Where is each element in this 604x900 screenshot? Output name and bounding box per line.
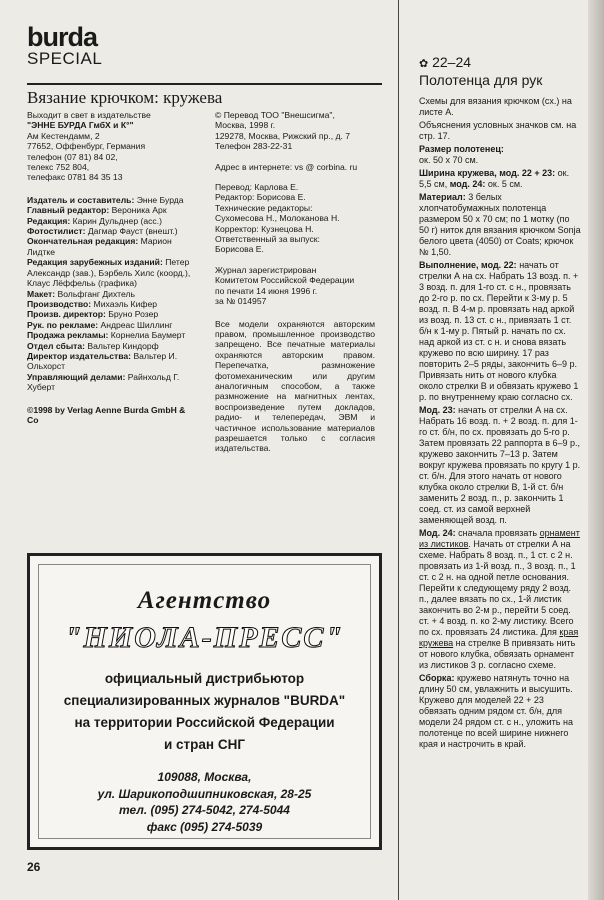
flower-icon: ✿ xyxy=(419,58,429,70)
staff-name: Вальтер Киндорф xyxy=(87,340,159,351)
ad-line: на территории Российской Федерации xyxy=(74,715,335,730)
logo-special: SPECIAL xyxy=(27,49,103,68)
page-edge xyxy=(588,0,604,900)
staff-name: Вероника Арк xyxy=(111,205,167,216)
staff-entry xyxy=(27,236,202,257)
staff-name: Дагмар Фауст (внешт.) xyxy=(87,226,178,237)
assembly-paragraph xyxy=(419,673,581,750)
masthead-rule xyxy=(27,83,382,85)
registration-line: по печати 14 июня 1996 г. xyxy=(215,285,318,296)
credit-line: Корректор: Кузнецова Н. xyxy=(215,223,314,234)
lace-edge-term: края кружева xyxy=(419,627,579,648)
credit-line: Редактор: Борисова Е. xyxy=(215,192,306,203)
publisher-line: "ЭННЕ БУРДА ГмбХ и К°" xyxy=(27,120,134,131)
staff-role: Производство: xyxy=(27,298,92,309)
ad-agency: Агентство xyxy=(137,587,272,614)
staff-entry xyxy=(27,330,202,340)
credit-line: Ответственный за выпуск: xyxy=(215,234,320,245)
imprint-block xyxy=(215,110,385,454)
size-paragraph xyxy=(419,144,581,166)
staff-role: Директор издательства: xyxy=(27,350,132,361)
staff-name: Вальтер И. Ольхорст xyxy=(27,350,178,372)
staff-role: Редакция зарубежных изданий: xyxy=(27,257,163,268)
registration-line: за № 014957 xyxy=(215,296,267,307)
staff-name: Марион Лидтке xyxy=(27,236,172,257)
assembly-text: кружево натянуть точно на длину 50 см, увлажнить и высушить. Кружево для моделей 22 + 23 обвязать одним рядом ст. б/н, для модели 24 рядом ст. с н., уложить на полотенце по всей ширине нижнего края и настрочить в край. xyxy=(419,673,573,749)
translation-line: Телефон 283-22-31 xyxy=(215,141,293,152)
ad-line: и стран СНГ xyxy=(164,737,245,752)
publisher-line: телефон (07 81) 84 02, xyxy=(27,151,118,162)
width-label: Ширина кружева, мод. 22 + 23: xyxy=(419,168,556,178)
material-text: 3 белых хлопчатобумажных полотенца размером 50 x 70 см; по 1 мотку (по 50 г) ниток для вязания крючком Sonja белого цвета (4050) от Coats; крючок № 1,50. xyxy=(419,192,581,257)
ad-frame xyxy=(38,564,371,839)
mod23-text: начать от стрелки А на сх. Набрать 16 возд. п. + 2 возд. п. для 1-го ст. б/н, по сх. провязать до 5-го р. Затем провязать 22 раппорта в 6–9 р., кружево закончить 7–13 р. Затем вокруг кружева провязать по кругу 1 р. ст. б/н. Для этого начать от нового клубка около стрелки В, 1-й ст. б/н заменить 2 возд. п., р. закончить 1 соед. ст. из самой верхней заменяющей возд. п. xyxy=(419,405,581,525)
staff-list xyxy=(27,195,202,393)
staff-name: Вольфганг Дихтель xyxy=(57,288,136,299)
translation-line: Москва, 1998 г. xyxy=(215,120,276,131)
credits-info xyxy=(215,182,385,255)
staff-entry xyxy=(27,299,202,309)
mod24-text: на стрелке В привязать нить от нового клубка, обвязать орнамент из листиков 3 р. согласно схеме. xyxy=(419,638,576,670)
staff-role: Продажа рекламы: xyxy=(27,330,109,341)
publisher-block xyxy=(27,110,202,425)
staff-name: Петер Александр (зав.), Бэрбель Хилс (коорд.), Клаус Лёффельь (графика) xyxy=(27,257,191,289)
execution-text: начать от стрелки А на сх. Набрать 13 возд. п. + 3 возд. п. для 1-го ст. с н., провязать до 2-го р. по сх. Перейти к 3-му р. 5 возд. п. В 4-м р. провязать над аркой из возд. п. 13 ст. с н., привязать 1 ст. б/н к 1-му р. Пятый р. начать по сх. над аркой из ст. с н. и снова вязать кружево по всю ширину. 17 раз повторить 2–5 ряды, закончить 6–9 р. Привязать нить от нового клубка около стрелки В и обвязать кружево 1 р. по внутреннему краю согласно сх. xyxy=(419,260,579,402)
staff-role: Макет: xyxy=(27,288,56,299)
staff-role: Фотостилист: xyxy=(27,226,86,237)
credit-line: Борисова Е. xyxy=(215,244,264,255)
publisher-line: 77652, Оффенбург, Германия xyxy=(27,141,146,152)
registration-line: Журнал зарегистрирован xyxy=(215,264,317,275)
registration-line: Комитетом Российской Федерации xyxy=(215,275,355,286)
staff-entry xyxy=(27,205,202,215)
mod23-paragraph xyxy=(419,405,581,526)
copyright: ©1998 by Verlag Aenne Burda GmbH & Co xyxy=(27,404,186,425)
pattern-header xyxy=(419,54,581,72)
staff-name: Андреас Шиллинг xyxy=(100,319,173,330)
execution-paragraph xyxy=(419,260,581,403)
width-label: мод. 24: xyxy=(449,179,486,189)
ad-address xyxy=(39,769,370,835)
ad-address-line: 109088, Москва, xyxy=(157,770,252,784)
size-label: Размер полотенец: xyxy=(419,144,504,154)
staff-name: Михаэль Кифер xyxy=(93,298,157,309)
ad-line: специализированных журналов "BURDA" xyxy=(63,693,346,708)
staff-entry xyxy=(27,341,202,351)
staff-name: Энне Бурда xyxy=(136,194,184,205)
staff-entry xyxy=(27,195,202,205)
credit-line: Технические редакторы: xyxy=(215,202,313,213)
publisher-line: телекс 752 804, xyxy=(27,162,90,173)
material-paragraph xyxy=(419,192,581,258)
staff-role: Издатель и составитель: xyxy=(27,194,135,205)
ad-line: официальный дистрибьютор xyxy=(104,671,305,686)
staff-entry xyxy=(27,226,202,236)
ad-company-name: "НИОЛА-ПРЕСС" xyxy=(64,621,345,654)
staff-name: Карин Дульднер (асс.) xyxy=(72,215,162,226)
page-number: 26 xyxy=(27,860,41,874)
size-text: ок. 50 x 70 см. xyxy=(419,155,479,165)
staff-entry xyxy=(27,257,202,288)
width-paragraph xyxy=(419,168,581,190)
advertisement xyxy=(27,553,382,850)
mod24-text: сначала провязать xyxy=(458,528,538,538)
staff-role: Редакция: xyxy=(27,215,71,226)
translation-line: © Перевод ТОО "Внешсигма", xyxy=(215,110,335,120)
material-label: Материал: xyxy=(419,192,466,202)
registration-info xyxy=(215,265,385,307)
staff-entry xyxy=(27,216,202,226)
staff-entry xyxy=(27,320,202,330)
width-text: ок. 5,5 см, xyxy=(419,168,570,189)
credit-line: Сухомесова Н., Молоканова Н. xyxy=(215,213,340,224)
staff-role: Управляющий делами: xyxy=(27,371,126,382)
staff-entry xyxy=(27,351,202,372)
publisher-line: Ам Кестендамм, 2 xyxy=(27,130,100,141)
pattern-article xyxy=(419,54,581,752)
mod24-label: Мод. 24: xyxy=(419,528,456,538)
burda-logo xyxy=(27,24,102,68)
translation-line: 129278, Москва, Рижский пр., д. 7 xyxy=(215,130,351,141)
logo-brand: burda xyxy=(27,22,98,52)
mod23-label: Мод. 23: xyxy=(419,405,456,415)
staff-role: Произв. директор: xyxy=(27,309,106,320)
ad-address-line: факс (095) 274-5039 xyxy=(146,819,263,834)
rights-notice: Все модели охраняются авторским правом, промышленное производство запрещено. Все печатные материалы охраняются авторским правом. Перепечатка, размножение фотомеханическим или другим аналогичным способом, а также размножение на магнитных лентах, воспроизведение путем докладов, радио- и телепередач, ЭВМ и частичное использование материалов разрешается только с согласия издательства. xyxy=(215,318,375,454)
staff-role: Окончательная редакция: xyxy=(27,236,139,247)
staff-name: Райнхольд Г. Хуберт xyxy=(27,371,180,393)
execution-label: Выполнение, мод. 22: xyxy=(419,260,517,270)
pattern-numbers: 22–24 xyxy=(432,54,472,70)
staff-role: Отдел сбыта: xyxy=(27,340,86,351)
leaf-ornament-term: орнамент из листиков xyxy=(419,528,580,549)
mod24-text: . Начать от стрелки А на схеме. Набрать 8 возд. п., 1 ст. с 2 н. провязать из 1-й возд. п., 3 возд. п., 1 ст. с 2 н. на одной петле основания. Перейти к следующему ряду 2 возд. п., далее вязать по сх., 1-й листик закончить во 2-м р., перейти 5 соед. ст. + 4 возд. п. ко 2-му листику. Всего по сх. провязать 24 листика. Для xyxy=(419,539,576,637)
column-divider xyxy=(398,0,399,900)
staff-name: Бруно Розер xyxy=(108,309,159,320)
ad-address-line: ул. Шарикоподшипниковская, 28-25 xyxy=(97,786,312,801)
ad-description xyxy=(39,668,370,756)
staff-entry xyxy=(27,309,202,319)
staff-name: Корнелиа Баумерт xyxy=(110,330,186,341)
magazine-title: Вязание крючком: кружева xyxy=(27,88,223,107)
translation-info xyxy=(215,110,385,152)
intro-text: Объяснения условных значков см. на стр. 17. xyxy=(419,120,577,141)
mod24-paragraph xyxy=(419,528,581,671)
staff-entry xyxy=(27,372,202,393)
pattern-title: Полотенца для рук xyxy=(419,72,543,88)
staff-role: Рук. по рекламе: xyxy=(27,319,99,330)
publisher-line: Выходит в свет в издательстве xyxy=(27,110,151,120)
intro-text: Схемы для вязания крючком (сх.) на листе А. xyxy=(419,96,572,117)
internet-address: Адрес в интернете: vs @ corbina. ru xyxy=(215,161,358,172)
credit-line: Перевод: Карлова Е. xyxy=(215,182,299,193)
width-text: ок. 5 см. xyxy=(487,179,523,189)
staff-entry xyxy=(27,289,202,299)
ad-address-line: тел. (095) 274-5042, 274-5044 xyxy=(119,803,290,817)
assembly-label: Сборка: xyxy=(419,673,455,683)
staff-role: Главный редактор: xyxy=(27,205,110,216)
publisher-line: телефакс 0781 84 35 13 xyxy=(27,172,123,183)
